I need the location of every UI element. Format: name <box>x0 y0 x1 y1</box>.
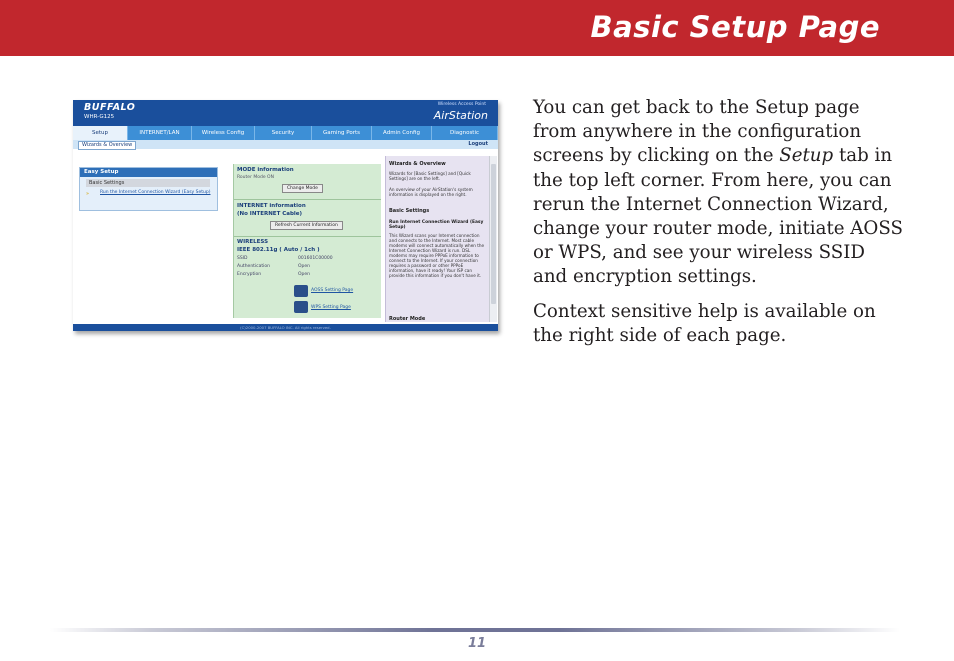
tab-security[interactable]: Security <box>255 126 312 140</box>
divider <box>234 199 381 200</box>
footer-rule <box>50 628 900 632</box>
aoss-link[interactable]: AOSS Setting Page <box>311 288 354 293</box>
refresh-info-button[interactable]: Refresh Current Information <box>270 221 343 230</box>
screenshot-top-bar <box>73 100 498 126</box>
logout-link[interactable]: Logout <box>468 141 488 147</box>
copyright-footer: (C)2000-2007 BUFFALO INC. All rights reserved. <box>73 324 498 331</box>
tab-admin-config[interactable]: Admin Config <box>372 126 432 140</box>
basic-settings-header: Basic Settings <box>86 179 210 187</box>
help-title-wizards: Wizards & Overview <box>389 161 446 167</box>
help-text-wizard: This Wizard scans your Internet connection and connects to the Internet. Most cable modems will connect automatically when the Internet Connection Wizard is run. DSL modems may require PPPoE information to connect to the Internet. If your connection requires a password or other PPPoE information, have it ready! Your ISP can provide this information if you don't have it. <box>389 233 485 278</box>
wps-icon[interactable] <box>294 301 308 313</box>
help-title-wizard: Run Internet Connection Wizard (Easy Setup) <box>389 220 484 230</box>
wireless-auth-value: Open <box>298 264 311 269</box>
scroll-thumb[interactable] <box>491 164 496 304</box>
product-tag: Wireless Access Point <box>437 102 486 107</box>
help-title-basic: Basic Settings <box>389 208 430 214</box>
mode-info-line: Router Mode ON <box>237 175 274 180</box>
wireless-enc-label: Encryption <box>237 272 262 277</box>
wireless-standard: IEEE 802.11g ( Auto / 1ch ) <box>237 247 320 253</box>
subnav-bar <box>73 140 498 149</box>
easy-setup-title: Easy Setup <box>80 168 217 177</box>
double-arrow-icon: » <box>86 191 90 197</box>
page-number: 11 <box>467 636 487 651</box>
info-panel <box>233 164 381 318</box>
setup-emphasis: Setup <box>779 145 834 167</box>
wps-link[interactable]: WPS Setting Page <box>311 305 351 310</box>
help-pane <box>385 156 490 322</box>
divider <box>234 236 381 237</box>
help-text-wizards: Wizards for [Basic Settings] and [Quick Settings] are on the left. <box>389 171 471 181</box>
internet-info-title: INTERNET information <box>237 203 306 209</box>
wireless-ssid-label: SSID <box>237 256 248 261</box>
paragraph-setup-start: You can get back to the Setup page from anywhere in the configuration screens by clicking on the <box>533 97 862 167</box>
tab-wireless-config[interactable]: Wireless Config <box>192 126 255 140</box>
tab-setup[interactable]: Setup <box>73 126 128 140</box>
paragraph-setup-end: tab in the top left corner. From here, you can rerun the Internet Connection Wizard, change your router mode, initiate AOSS or WPS, and see your wireless SSID and encryption settings. <box>533 145 903 288</box>
change-mode-button[interactable]: Change Mode <box>282 184 323 193</box>
help-scrollbar[interactable] <box>489 156 497 322</box>
header-band <box>0 0 954 56</box>
wireless-auth-label: Authentication <box>237 264 271 269</box>
model-name: WHR-G125 <box>84 114 115 120</box>
page-title: Basic Setup Page <box>590 10 880 44</box>
wizard-link[interactable]: Run the Internet Connection Wizard (Easy Setup) <box>100 190 211 195</box>
help-title-router-mode: Router Mode <box>389 316 426 322</box>
internet-info-subtitle: (No INTERNET Cable) <box>237 211 303 217</box>
setup-page-screenshot <box>73 100 498 331</box>
tab-internet-lan[interactable]: INTERNET/LAN <box>128 126 192 140</box>
wireless-ssid-value: 001601C00000 <box>298 256 333 261</box>
subnav-wizards-overview[interactable]: Wizards & Overview <box>78 141 136 150</box>
body-text <box>533 96 903 358</box>
help-text-overview: An overview of your AirStation's system information is displayed on the right. <box>389 187 473 197</box>
wireless-title: WIRELESS <box>237 239 269 245</box>
tab-gaming-ports[interactable]: Gaming Ports <box>312 126 372 140</box>
mode-info-title: MODE information <box>237 167 294 173</box>
paragraph-setup <box>533 96 903 290</box>
easy-setup-panel <box>79 167 218 211</box>
tab-diagnostic[interactable]: Diagnostic <box>432 126 498 140</box>
paragraph-help: Context sensitive help is available on the right side of each page. <box>533 300 876 346</box>
brand-logo: BUFFALO <box>84 102 136 113</box>
aoss-icon[interactable] <box>294 285 308 297</box>
wireless-enc-value: Open <box>298 272 311 277</box>
tab-row <box>73 126 498 140</box>
product-name: AirStation <box>433 109 488 122</box>
